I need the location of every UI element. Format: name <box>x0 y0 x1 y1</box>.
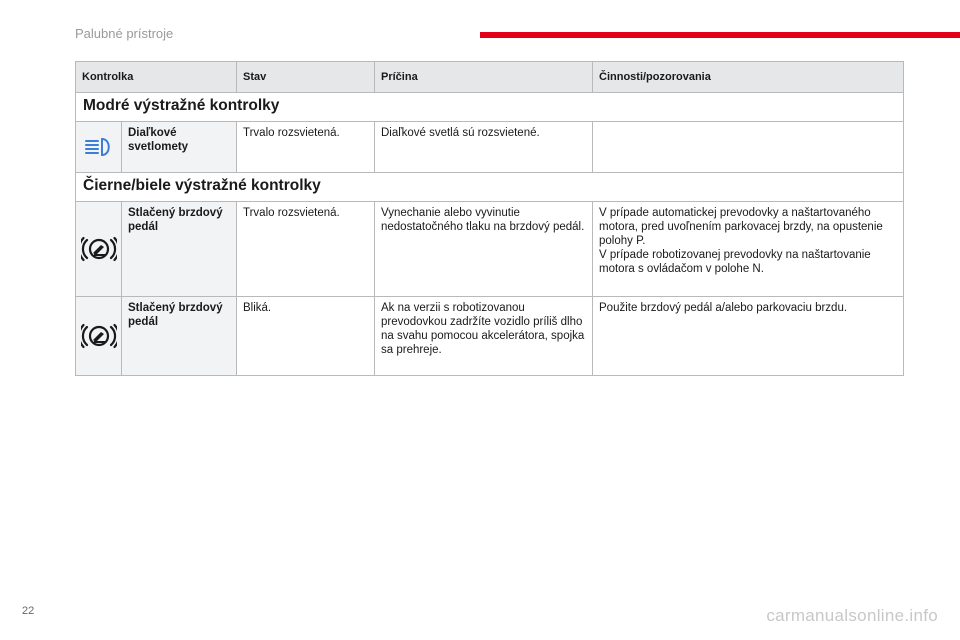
header-accent-bar <box>480 32 960 38</box>
indicator-name: Stlačený brzdový pedál <box>122 202 237 297</box>
section-title-black-white: Čierne/biele výstražné kontrolky <box>76 173 904 202</box>
indicator-icon-cell <box>76 297 122 376</box>
cause-cell: Diaľkové svetlá sú rozsvietené. <box>375 122 593 173</box>
running-title: Palubné prístroje <box>75 26 174 41</box>
action-text: V prípade robotizovanej prevodovky na naštartovanie motora s ovládačom v polohe N. <box>599 249 871 275</box>
indicator-name: Diaľkové svetlomety <box>122 122 237 173</box>
actions-cell <box>593 122 904 173</box>
indicator-icon-cell <box>76 122 122 173</box>
high-beam-icon <box>80 136 117 158</box>
state-cell: Trvalo rozsvietená. <box>237 122 375 173</box>
column-header-state: Stav <box>237 62 375 93</box>
indicator-icon-cell <box>76 202 122 297</box>
column-header-indicator: Kontrolka <box>76 62 237 93</box>
indicator-name: Stlačený brzdový pedál <box>122 297 237 376</box>
cause-cell: Ak na verzii s robotizovanou prevodovkou zadržíte vozidlo príliš dlho na svahu pomocou akcelerátora, spojka sa prehreje. <box>375 297 593 376</box>
actions-cell <box>593 202 904 297</box>
actions-cell <box>593 297 904 376</box>
cause-cell: Vynechanie alebo vyvinutie nedostatočného tlaku na brzdový pedál. <box>375 202 593 297</box>
table-row <box>76 297 904 376</box>
page-number: 22 <box>22 605 35 617</box>
table-header-row <box>76 62 904 93</box>
table-row <box>76 202 904 297</box>
column-header-cause: Príčina <box>375 62 593 93</box>
column-header-actions: Činnosti/pozorovania <box>593 62 904 93</box>
brake-pedal-icon <box>80 235 117 263</box>
section-heading-row <box>76 173 904 202</box>
brake-pedal-icon <box>80 322 117 350</box>
section-heading-row <box>76 93 904 122</box>
watermark: carmanualsonline.info <box>766 606 938 625</box>
section-title-blue: Modré výstražné kontrolky <box>76 93 904 122</box>
table-row <box>76 122 904 173</box>
action-text: Použite brzdový pedál a/alebo parkovaciu brzdu. <box>599 302 848 314</box>
action-text: V prípade automatickej prevodovky a naštartovaného motora, pred uvoľnením parkovacej brzdy, na opustenie polohy P. <box>599 207 883 247</box>
state-cell: Trvalo rozsvietená. <box>237 202 375 297</box>
state-cell: Bliká. <box>237 297 375 376</box>
warning-lights-table <box>75 61 904 376</box>
